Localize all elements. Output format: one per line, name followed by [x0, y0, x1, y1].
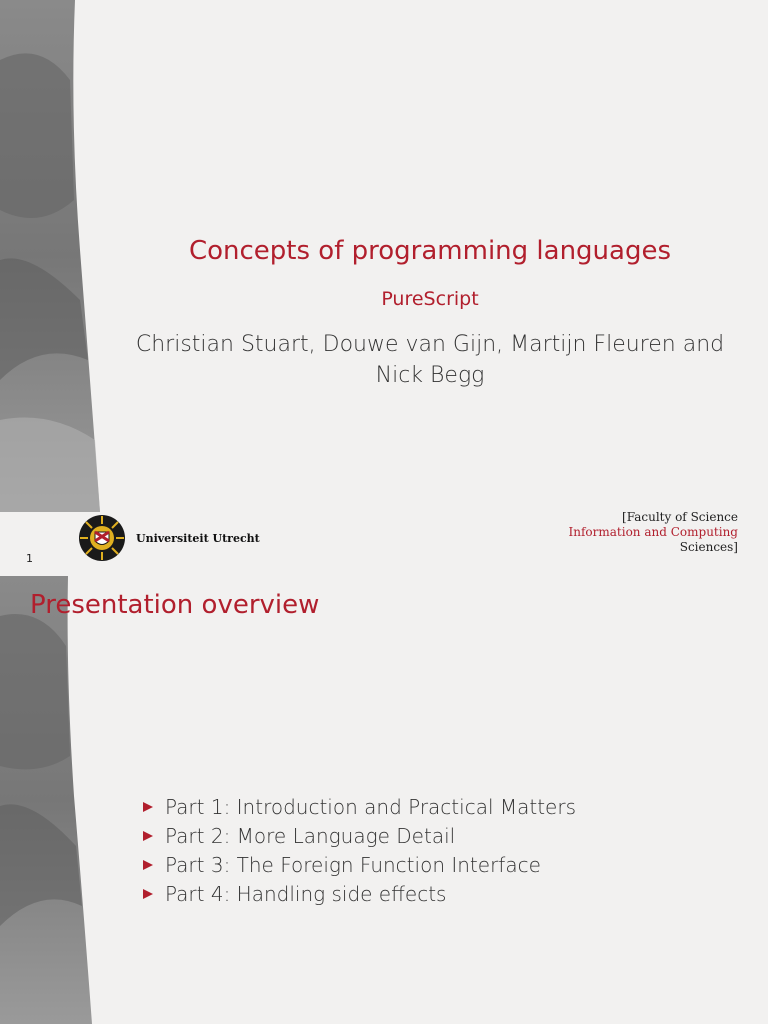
- slide-subtitle: PureScript: [381, 288, 479, 310]
- list-item: [143, 850, 576, 879]
- slide-title: Concepts of programming languages: [188, 236, 672, 266]
- campus-photo-strip-2: [0, 576, 110, 1024]
- faculty-line-2: Information and Computing: [568, 525, 738, 539]
- campus-photo-strip: [0, 0, 110, 512]
- overview-title: Presentation overview: [30, 590, 320, 620]
- faculty-label: [569, 510, 738, 555]
- list-item: [143, 792, 576, 821]
- bullet-arrow-icon: [143, 889, 153, 899]
- overview-bullet-list: [143, 792, 576, 908]
- bullet-arrow-icon: [143, 860, 153, 870]
- list-item: [143, 879, 576, 908]
- university-name: Universiteit Utrecht: [136, 531, 260, 545]
- page-number: 1: [26, 552, 33, 565]
- bullet-text: Part 1: Introduction and Practical Matters: [165, 794, 577, 819]
- bullet-text: Part 2: More Language Detail: [165, 823, 456, 848]
- faculty-line-3: Sciences]: [679, 540, 738, 554]
- list-item: [143, 821, 576, 850]
- university-seal-icon: [78, 514, 126, 562]
- faculty-line-1: [Faculty of Science: [622, 510, 738, 524]
- bullet-text: Part 4: Handling side effects: [165, 881, 447, 906]
- bullet-arrow-icon: [143, 831, 153, 841]
- bullet-text: Part 3: The Foreign Function Interface: [165, 852, 541, 877]
- authors: Christian Stuart, Douwe van Gijn, Martijn Fleuren and Nick Begg: [135, 332, 725, 388]
- university-logo: [78, 514, 260, 562]
- bullet-arrow-icon: [143, 802, 153, 812]
